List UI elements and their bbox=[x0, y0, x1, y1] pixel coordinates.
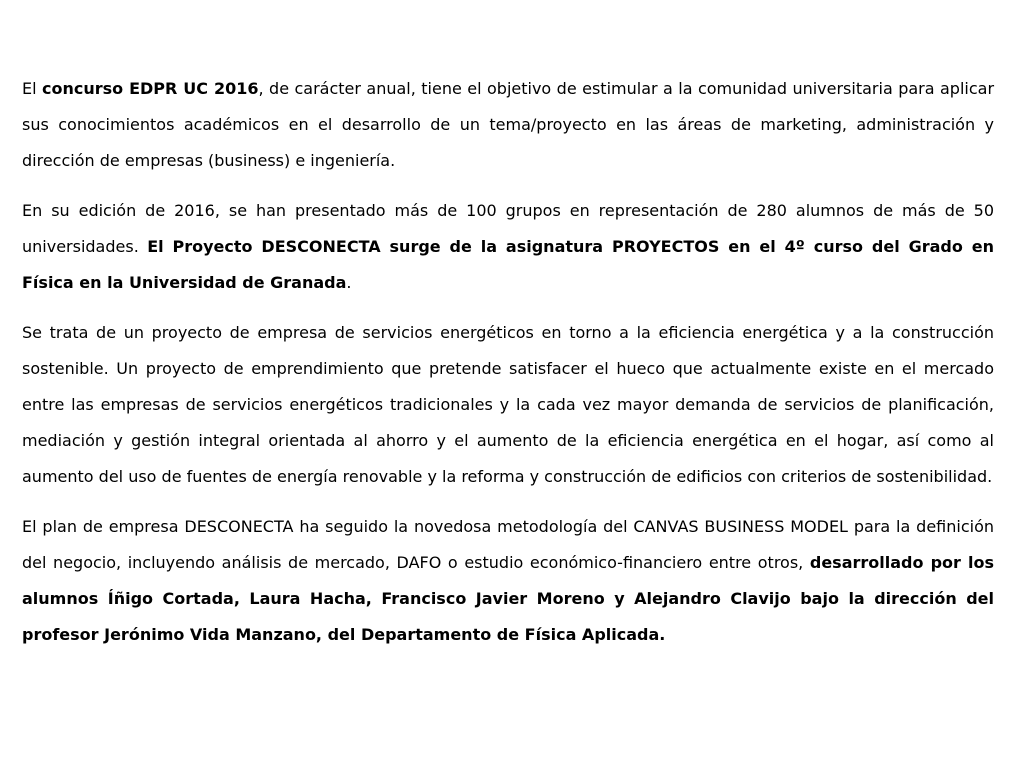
text-segment: Se trata de un proyecto de empresa de servicios energéticos en torno a la eficiencia energética y a la construcción sostenible. Un proyecto de emprendimiento que pretende satisfacer el hueco que actualmente existe en el mercado entre las empresas de servicios energéticos tradicionales y la cada vez mayor demanda de servicios de planificación, mediación y gestión integral orientada al ahorro y el aumento de la eficiencia energética en el hogar, así como al aumento del uso de fuentes de energía renovable y la reforma y construcción de edificios con criterios de sostenibilidad. bbox=[22, 323, 994, 486]
text-segment: . bbox=[346, 273, 352, 292]
paragraph-contest-intro bbox=[22, 71, 994, 179]
text-segment: El bbox=[22, 79, 43, 98]
text-segment: En su edición de 2016, se han presentado más de 100 grupos en representación de 280 alumnos de más de 50 universidades. bbox=[22, 201, 994, 256]
paragraph-business-plan bbox=[22, 509, 994, 653]
document-body bbox=[22, 71, 994, 667]
text-segment-bold: El Proyecto DESCONECTA surge de la asignatura PROYECTOS en el 4º curso del Grado en Física en la Universidad de Granada bbox=[22, 237, 994, 292]
paragraph-edition-2016 bbox=[22, 193, 994, 301]
text-segment-bold: concurso EDPR UC 2016 bbox=[42, 79, 259, 98]
paragraph-project-description bbox=[22, 315, 994, 495]
text-segment-bold: desarrollado por los alumnos Íñigo Cortada, Laura Hacha, Francisco Javier Moreno y Alejandro Clavijo bajo la dirección del profesor Jerónimo Vida Manzano, del Departamento de Física Aplicada. bbox=[22, 553, 994, 644]
text-segment: , de carácter anual, tiene el objetivo de estimular a la comunidad universitaria para aplicar sus conocimientos académicos en el desarrollo de un tema/proyecto en las áreas de marketing, administración y dirección de empresas (business) e ingeniería. bbox=[22, 79, 995, 170]
text-segment: El plan de empresa DESCONECTA ha seguido la novedosa metodología del CANVAS BUSINESS MODEL para la definición del negocio, incluyendo análisis de mercado, DAFO o estudio económico-financiero entre otros, bbox=[22, 517, 994, 572]
